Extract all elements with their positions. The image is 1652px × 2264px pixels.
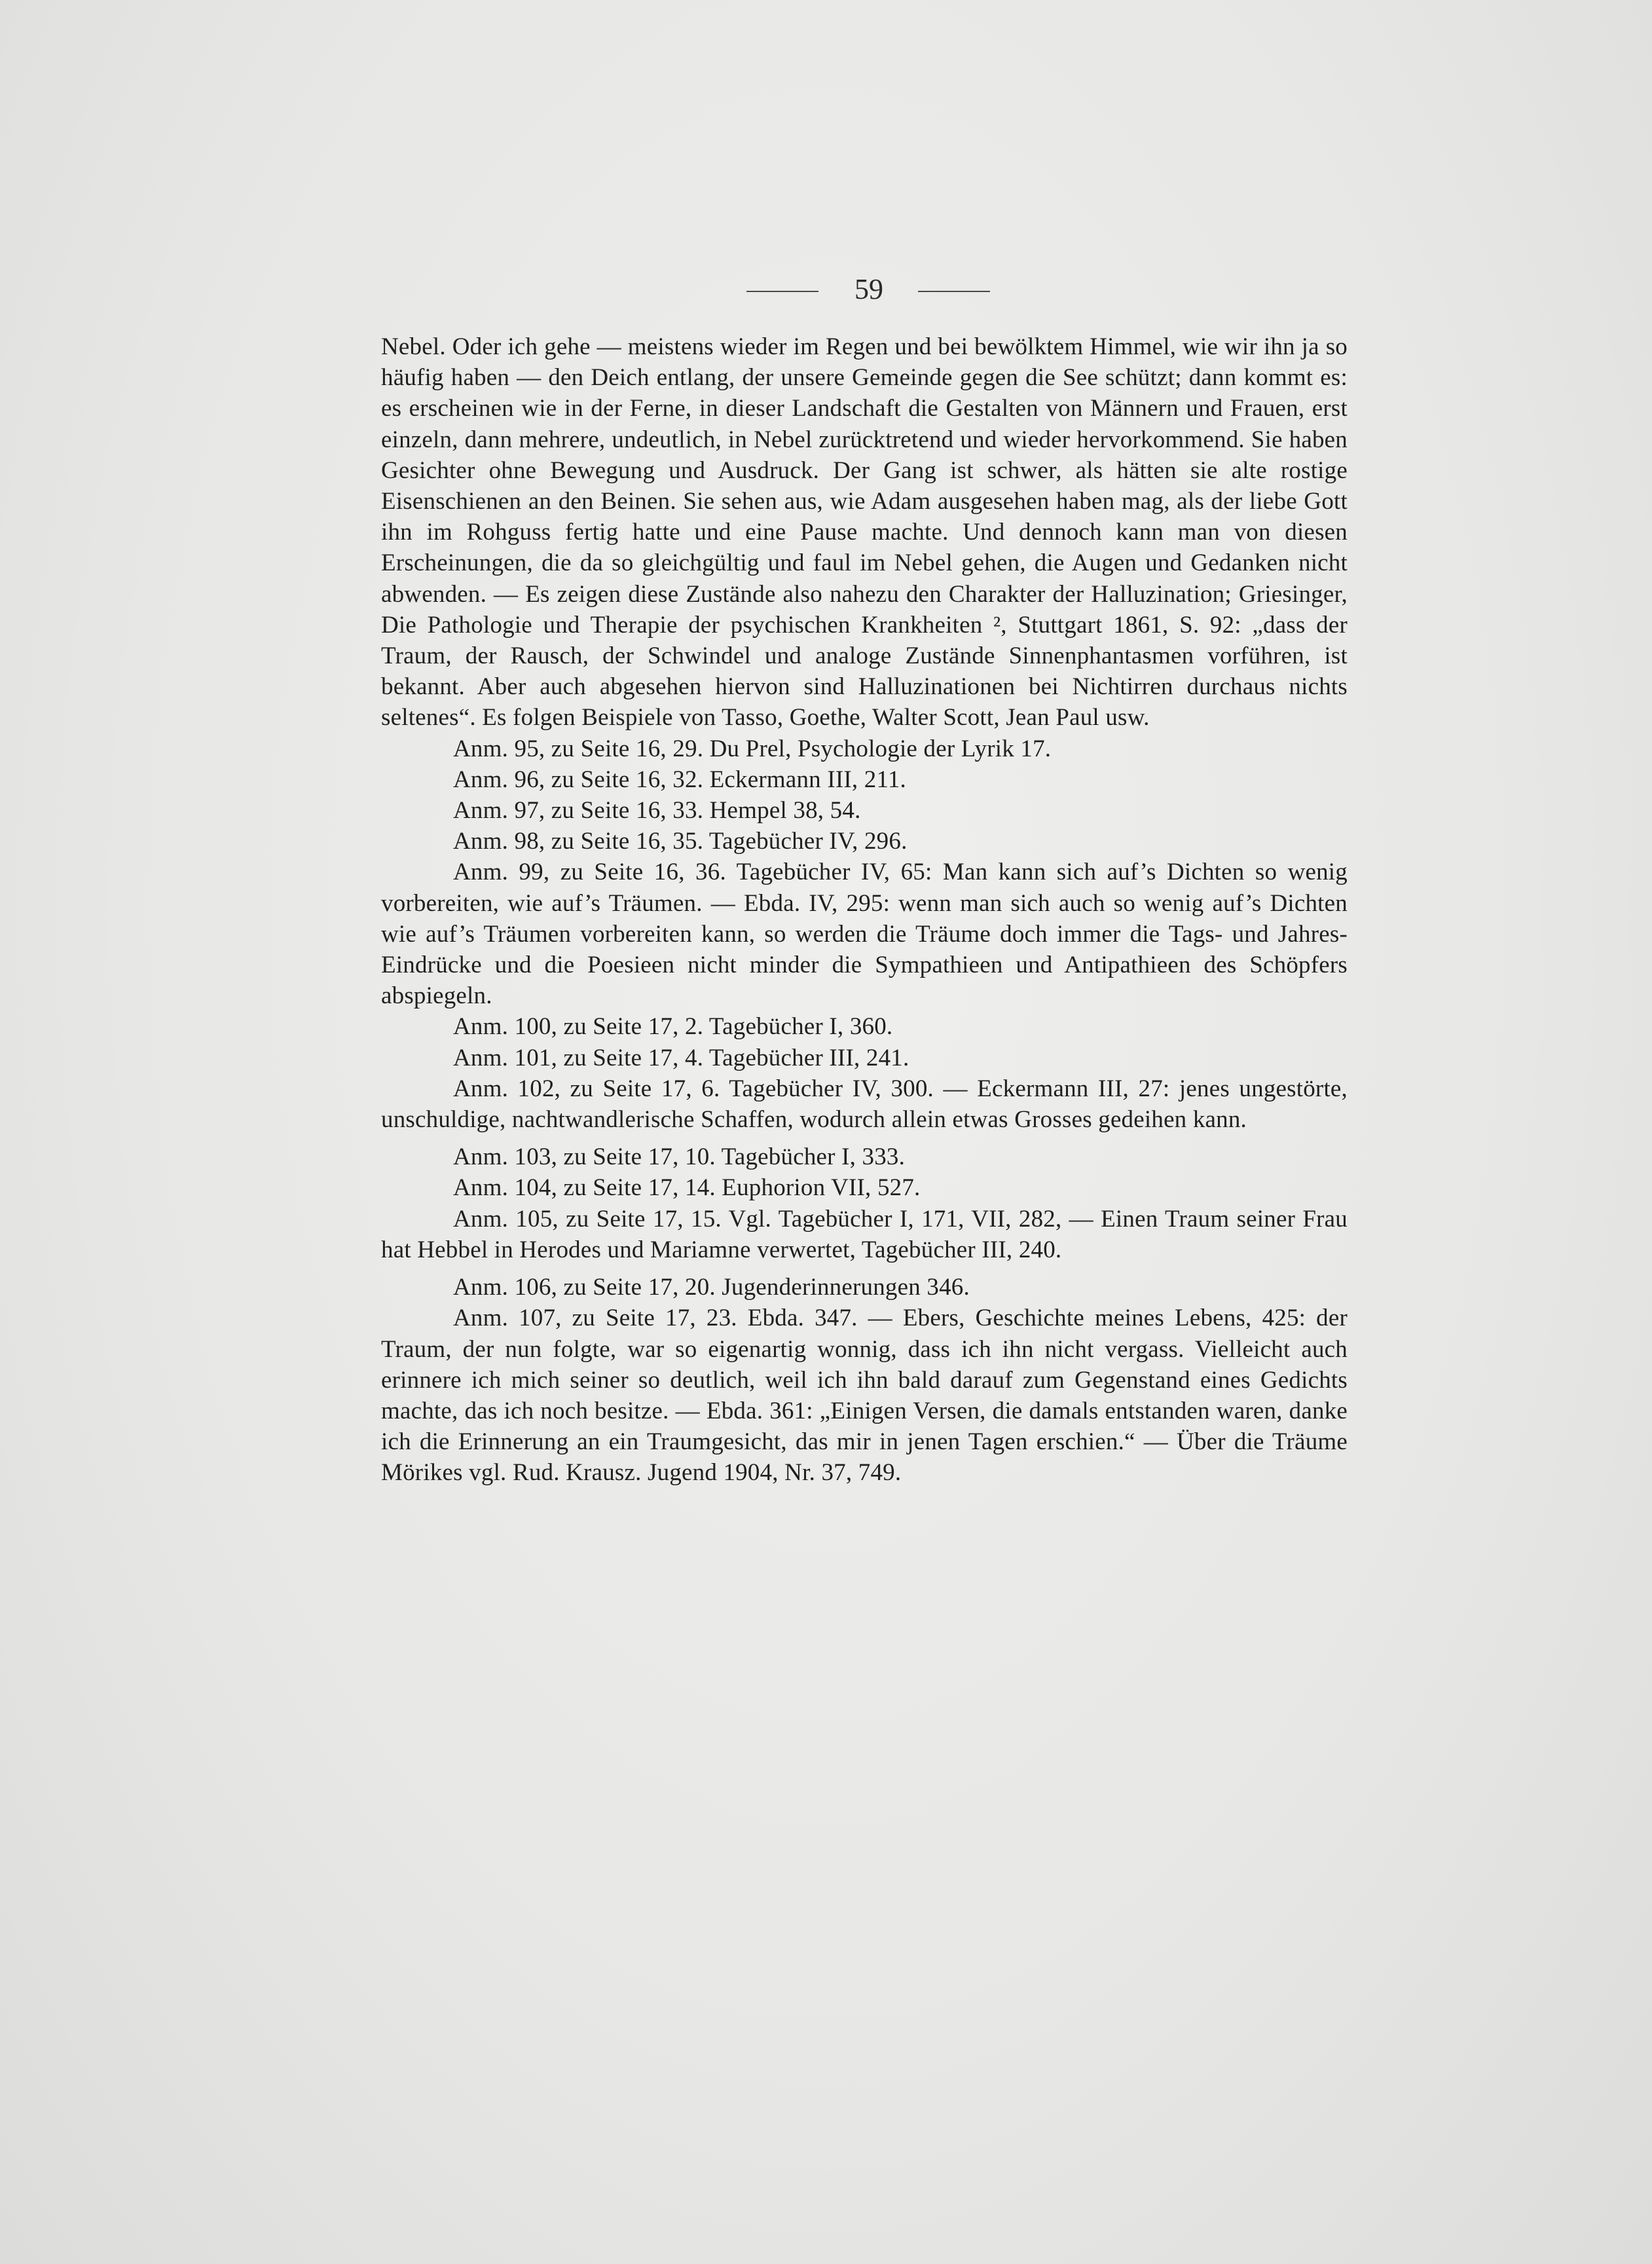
page-number: 59 [854,273,883,305]
note-107: Anm. 107, zu Seite 17, 23. Ebda. 347. — Ebers, Geschichte meines Lebens, 425: der Traum, der nun folgte, war so eigenartig wonnig, dass ich ihn nicht vergass. Vielleicht auch erinnere ich mich seiner so deutlich, weil ich ihn bald darauf zum Gegenstand eines Gedichts machte, das ich noch besitze. — Ebda. 361: „Einigen Versen, die damals entstanden waren, danke ich die Erinnerung an ein Traumgesicht, das mir in jenen Tagen erschien.“ — Über die Träume Mörikes vgl. Rud. Krausz. Jugend 1904, Nr. 37, 749. [381,1305,1348,1487]
note-96: Anm. 96, zu Seite 16, 32. Eckermann III, 211. [453,766,906,793]
header-rule-left [746,291,818,292]
page-header [0,270,1652,309]
body-text [381,331,1348,1489]
note-97: Anm. 97, zu Seite 16, 33. Hempel 38, 54. [453,797,861,825]
note-99: Anm. 99, zu Seite 16, 36. Tagebücher IV, 65: Man kann sich auf’s Dichten so wenig vorbereiten, wie auf’s Träumen. — Ebda. IV, 295: wenn man sich auch so wenig auf’s Dichten wie auf’s Träumen vorbereiten kann, so werden die Träume doch immer die Tags- und Jahres-Eindrücke und die Poesieen nicht minder die Sympathieen und Antipathieen des Schöpfers abspiegeln. [381,859,1348,1010]
note-95: Anm. 95, zu Seite 16, 29. Du Prel, Psychologie der Lyrik 17. [453,735,1052,762]
note-105: Anm. 105, zu Seite 17, 15. Vgl. Tagebücher I, 171, VII, 282, — Einen Traum seiner Frau hat Hebbel in Herodes und Mariamne verwertet, Tagebücher III, 240. [381,1205,1348,1263]
note-100: Anm. 100, zu Seite 17, 2. Tagebücher I, 360. [453,1013,893,1041]
note-101: Anm. 101, zu Seite 17, 4. Tagebücher III, 241. [453,1044,909,1071]
header-rule-right [918,291,990,292]
note-102: Anm. 102, zu Seite 17, 6. Tagebücher IV, 300. — Eckermann III, 27: jenes ungestörte, unschuldige, nachtwandlerische Schaffen, wodurch allein etwas Grosses gedeihen kann. [381,1075,1348,1134]
note-104: Anm. 104, zu Seite 17, 14. Euphorion VII, 527. [453,1174,921,1202]
note-98: Anm. 98, zu Seite 16, 35. Tagebücher IV, 296. [453,828,908,855]
note-106: Anm. 106, zu Seite 17, 20. Jugenderinnerungen 346. [453,1274,970,1301]
paragraph-continuation: Nebel. Oder ich gehe — meistens wieder im Regen und bei bewölktem Himmel, wie wir ihn ja so häufig haben — den Deich entlang, der unsere Gemeinde gegen die See schützt; dann kommt es: es erscheinen wie in der Ferne, in dieser Landschaft die Gestalten von Männern und Frauen, erst einzeln, dann mehrere, undeutlich, in Nebel zurücktretend und wieder hervorkommend. Sie haben Gesichter ohne Bewegung und Ausdruck. Der Gang ist schwer, als hätten sie alte rostige Eisenschienen an den Beinen. Sie sehen aus, wie Adam ausgesehen haben mag, als der liebe Gott ihn im Rohguss fertig hatte und eine Pause machte. Und dennoch kann man von diesen Erscheinungen, die da so gleichgültig und faul im Nebel gehen, die Augen und Gedanken nicht abwenden. — Es zeigen diese Zustände also nahezu den Charakter der Halluzination; Griesinger, Die Pathologie und Therapie der psychischen Krankheiten ², Stuttgart 1861, S. 92: „dass der Traum, der Rausch, der Schwindel und analoge Zustände Sinnenphantasmen vorführen, ist bekannt. Aber auch abgesehen hiervon sind Halluzinationen bei Nichtirren durchaus nichts seltenes“. Es folgen Beispiele von Tasso, Goethe, Walter Scott, Jean Paul usw. [381,333,1348,732]
note-103: Anm. 103, zu Seite 17, 10. Tagebücher I, 333. [453,1143,906,1171]
